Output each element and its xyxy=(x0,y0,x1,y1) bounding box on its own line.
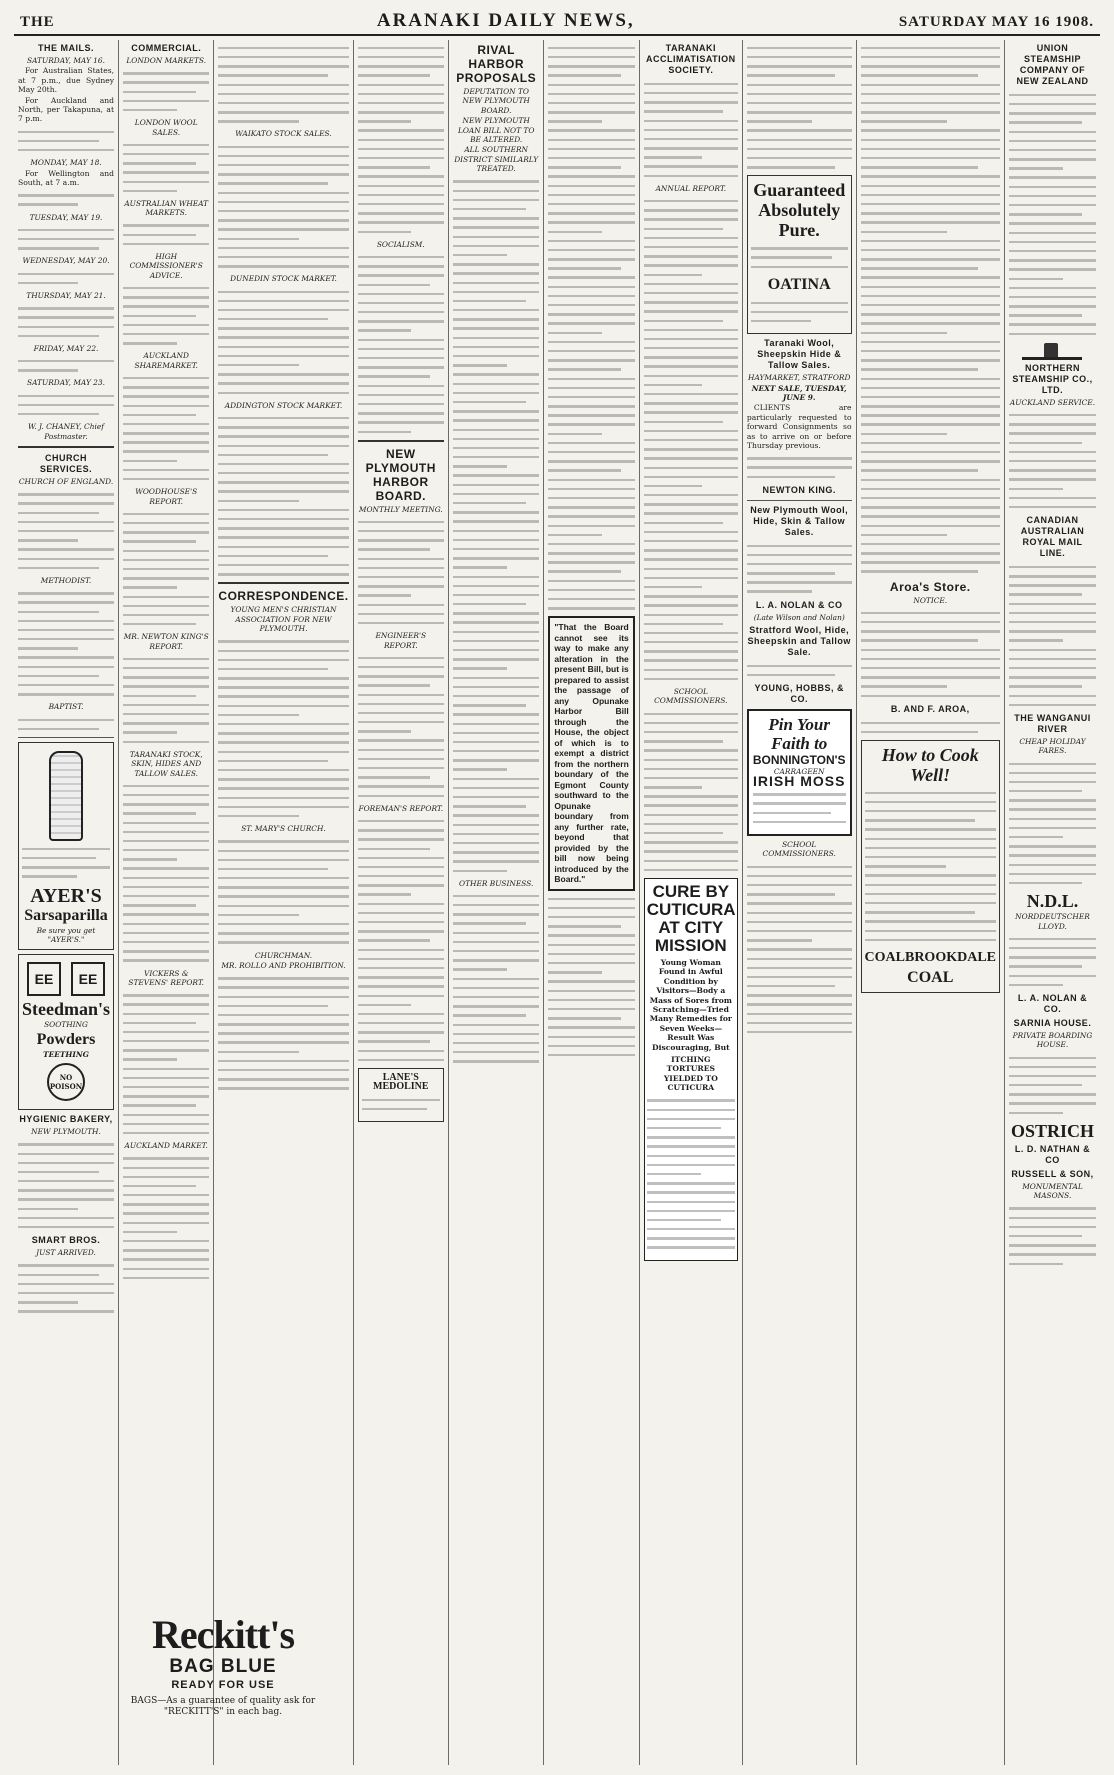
school-text xyxy=(644,713,738,872)
masthead-title-text: ARANAKI DAILY NEWS, xyxy=(376,10,635,31)
cook-text xyxy=(865,792,996,941)
mails-line-5: For Wellington and South, at 7 a.m. xyxy=(18,168,115,188)
school-heading: SCHOOL COMMISSIONERS. xyxy=(654,687,728,706)
rival-sub-3: ALL SOUTHERN DISTRICT SIMILARLY TREATED. xyxy=(454,145,539,174)
column-7 xyxy=(640,40,743,1765)
bf-text xyxy=(861,722,1000,734)
vickers-text xyxy=(123,994,209,1134)
column-6 xyxy=(544,40,639,1765)
guaranteed-title: Guaranteed Absolutely Pure. xyxy=(753,180,846,241)
b-and-f: B. AND F. AROA, xyxy=(890,703,970,714)
opening: MR. ROLLO AND PROHIBITION. xyxy=(221,960,346,970)
hide-mart: New Plymouth Wool, Hide, Skin & Tallow Sales. xyxy=(750,504,849,537)
canadian: CANADIAN AUSTRALIAN ROYAL MAIL LINE. xyxy=(1020,515,1085,559)
mails-line-8: THURSDAY, MAY 21. xyxy=(26,290,106,300)
ndl-text xyxy=(1009,938,1096,986)
sarnia-house: SARNIA HOUSE. xyxy=(1013,1017,1092,1028)
mails-text-5 xyxy=(18,307,114,337)
no-poison-seal-icon: NO POISON xyxy=(47,1063,85,1101)
woodhouse: WOODHOUSE'S REPORT. xyxy=(135,487,198,506)
dunedin-text xyxy=(218,291,348,394)
methodist-text xyxy=(18,592,114,695)
bonningtons-ad xyxy=(747,709,852,836)
northern-text xyxy=(1009,414,1096,508)
mails-text-7 xyxy=(18,395,114,416)
smart-bros: SMART BROS. xyxy=(31,1235,101,1246)
nolan-co: L. A. NOLAN & CO. xyxy=(1017,992,1088,1014)
pin-title: Pin Your Faith to xyxy=(768,715,830,754)
ee-logos xyxy=(22,962,110,996)
auckland-market: AUCKLAND MARKET. xyxy=(124,1141,208,1151)
sarnia-sub: PRIVATE BOARDING HOUSE. xyxy=(1012,1030,1093,1050)
nolan: L. A. NOLAN & CO xyxy=(755,599,843,610)
divider xyxy=(18,737,114,738)
mails-line-10: SATURDAY, MAY 23. xyxy=(27,378,105,388)
ayers-product: Sarsaparilla xyxy=(24,906,108,924)
itching-heading: ITCHING TORTURES YIELDED TO CUTICURA xyxy=(663,1055,718,1093)
london-markets: LONDON MARKETS. xyxy=(126,56,207,65)
monumental: MONUMENTAL MASONS. xyxy=(1022,1181,1083,1201)
wanganui: THE WANGANUI RIVER xyxy=(1014,712,1091,734)
school-comm: SCHOOL COMMISSIONERS. xyxy=(762,840,836,859)
teething-label: TEETHING xyxy=(43,1049,89,1059)
taranaki-stock: TARANAKI STOCK, SKIN, HIDES AND TALLOW SALES. xyxy=(129,749,203,778)
opening-text xyxy=(218,977,348,1090)
share-text xyxy=(123,377,209,480)
am-text xyxy=(123,1157,209,1279)
engineer-text xyxy=(358,657,444,797)
notice-heading: NOTICE. xyxy=(913,595,948,605)
socialism-text xyxy=(358,256,444,433)
harbor-heading: NEW PLYMOUTH HARBOR BOARD. xyxy=(365,446,436,503)
mails-text-4 xyxy=(18,273,114,285)
waikato: WAIKATO STOCK SALES. xyxy=(235,129,332,139)
correspondence-heading: CORRESPONDENCE. xyxy=(218,589,349,604)
lanes-ad xyxy=(358,1068,444,1122)
aus-markets: AUSTRALIAN WHEAT MARKETS. xyxy=(124,198,209,218)
mails-text xyxy=(18,131,114,152)
pin-brand: BONNINGTON'S xyxy=(752,753,846,768)
divider xyxy=(18,446,114,448)
steedman-soothing: SOOTHING xyxy=(44,1020,88,1030)
steedman-ad xyxy=(18,954,114,1110)
rival-text xyxy=(453,180,539,871)
reckitt-brand: Reckitt's xyxy=(151,1612,295,1657)
dunedin: DUNEDIN STOCK MARKET. xyxy=(230,274,337,284)
lanes-text xyxy=(362,1099,440,1111)
reckitts-ad xyxy=(128,1614,318,1718)
socialism: SOCIALISM. xyxy=(376,239,425,249)
union-heading: UNION STEAMSHIP COMPANY OF NEW ZEALAND xyxy=(1016,43,1089,86)
ts-text xyxy=(123,785,209,962)
mails-line-2: For Australian States, at 7 p.m., due Sydney May 20th. xyxy=(18,66,115,95)
reckitt-tag: READY FOR USE xyxy=(171,1679,275,1691)
col9-top-text xyxy=(861,47,1000,573)
mails-line-7: WEDNESDAY, MAY 20. xyxy=(22,256,110,266)
baptist-heading: BAPTIST. xyxy=(48,702,84,712)
steedman-product: Powders xyxy=(36,1030,96,1048)
column-5 xyxy=(449,40,544,1765)
divider xyxy=(747,500,852,501)
oatina-text xyxy=(751,247,848,268)
ymca-text xyxy=(218,640,348,817)
hygienic-text xyxy=(18,1143,114,1228)
other-business: OTHER BUSINESS. xyxy=(459,878,534,888)
russell: RUSSELL & SON, xyxy=(1011,1168,1094,1179)
union-text xyxy=(1009,94,1096,335)
steedman-brand: Steedman's xyxy=(22,999,111,1020)
churchman: CHURCHMAN. xyxy=(254,950,313,960)
haymarket: HAYMARKET, STRATFORD xyxy=(748,373,851,383)
st-marys-text xyxy=(218,840,348,943)
coalbrookdale: COALBROOKDALE xyxy=(864,949,996,965)
st-marys: ST. MARY'S CHURCH. xyxy=(241,824,326,834)
just-arrived: JUST ARRIVED. xyxy=(36,1248,96,1258)
foreman-text xyxy=(358,820,444,1061)
hide-text xyxy=(747,545,852,593)
ayers-brand: AYER'S xyxy=(30,884,102,907)
wool-text xyxy=(123,144,209,192)
mails-heading: THE MAILS. xyxy=(38,43,94,53)
newton-king: NEWTON KING. xyxy=(762,484,836,495)
ayers-text xyxy=(22,848,110,878)
church-heading: CHURCH SERVICES. xyxy=(39,453,93,475)
methodist-heading: METHODIST. xyxy=(40,575,92,585)
nimon: MR. NEWTON KING'S REPORT. xyxy=(123,632,209,651)
mails-line-6: TUESDAY, MAY 19. xyxy=(29,212,103,222)
cure-text xyxy=(647,1099,735,1248)
addington-text xyxy=(218,417,348,576)
column-9 xyxy=(857,40,1005,1765)
stratford-wool: Stratford Wool, Hide, Sheepskin and Tallow Sale. xyxy=(747,625,851,658)
ndl-sub: NORDDEUTSCHER LLOYD. xyxy=(1015,912,1090,931)
coalbrookdale-ad xyxy=(861,740,1000,993)
col4-top-text xyxy=(358,47,444,233)
pin-sub: CARRAGEEN xyxy=(773,766,825,776)
pin-text xyxy=(753,793,846,823)
col6-mid-text xyxy=(548,898,634,1057)
next-sale: NEXT SALE, TUESDAY, JUNE 9. xyxy=(751,383,847,402)
steamship-icon xyxy=(1022,342,1082,360)
masthead-date: SATURDAY MAY 16 1908. xyxy=(898,14,1094,30)
mails-text-2 xyxy=(18,194,114,206)
rival-sub-2: NEW PLYMOUTH LOAN BILL NOT TO BE ALTERED. xyxy=(457,116,535,145)
rival-heading: RIVAL HARBOR PROPOSALS xyxy=(456,43,537,85)
other-text xyxy=(453,895,539,1063)
harbor-sub: MONTHLY MEETING. xyxy=(358,504,443,514)
vickers: VICKERS & STEVENS' REPORT. xyxy=(128,968,205,987)
masthead-left: THE xyxy=(20,14,55,30)
masthead-title xyxy=(319,10,635,32)
wool-sale-text xyxy=(747,457,852,478)
smart-text xyxy=(18,1264,114,1312)
ee-logo-right: EE xyxy=(71,962,105,996)
church-text xyxy=(18,493,114,569)
annual-text xyxy=(644,200,738,680)
auckland-service: AUCKLAND SERVICE. xyxy=(1009,397,1096,407)
oatina-brand: OATINA xyxy=(767,275,831,293)
column-10 xyxy=(1005,40,1100,1765)
cuticura-ad xyxy=(644,878,738,1261)
church-sub: CHURCH OF ENGLAND. xyxy=(18,477,114,487)
pin-moss: IRISH MOSS xyxy=(752,773,846,790)
ymca-heading: YOUNG MEN'S CHRISTIAN ASSOCIATION FOR NEW PLYMOUTH. xyxy=(230,605,337,634)
clients-note: CLIENTS are particularly requested to forward Consignments so as to arrive on or before Thursday previous. xyxy=(746,403,852,450)
london-wool: LONDON WOOL SALES. xyxy=(134,118,198,137)
rival-sub: DEPUTATION TO NEW PLYMOUTH BOARD. xyxy=(462,87,530,115)
harbor-text xyxy=(358,521,444,624)
sarnia-text xyxy=(1009,1057,1096,1115)
waikato-text xyxy=(218,146,348,268)
column-8 xyxy=(743,40,857,1765)
column-3 xyxy=(214,40,353,1765)
nimon-text xyxy=(123,658,209,743)
addington: ADDINGTON STOCK MARKET. xyxy=(224,400,343,410)
divider xyxy=(218,582,348,584)
ayers-ad xyxy=(18,742,114,950)
lanes-title: LANE'S MEDOLINE xyxy=(373,1072,429,1093)
commercial-heading: COMMERCIAL. xyxy=(131,43,202,53)
wanganui-text xyxy=(1009,763,1096,885)
young-hobbs: YOUNG, HOBBS, & CO. xyxy=(754,683,844,705)
column-2 xyxy=(119,40,214,1765)
canadian-text xyxy=(1009,566,1096,706)
foreman: FOREMAN'S REPORT. xyxy=(358,803,444,813)
high-commissioner: HIGH COMMISSIONER'S ADVICE. xyxy=(129,252,203,280)
cure-sub: Young Woman Found in Awful Condition by Visitors—Body a Mass of Sores from Scratching—Tried Many Remedies for Seven Weeks—Result Was Discouraging, But xyxy=(649,957,732,1052)
school-comm-text xyxy=(747,866,852,1034)
reckitt-line: BAGS—As a guarantee of quality ask for "RECKITT'S" in each bag. xyxy=(130,1696,316,1717)
hc-text xyxy=(123,287,209,345)
masthead xyxy=(14,10,1100,36)
how-to-cook: How to Cook Well! xyxy=(881,744,979,785)
russell-text xyxy=(1009,1207,1096,1265)
notice-text xyxy=(861,612,1000,697)
deputation-resolution: "That the Board cannot see its way to make any alteration in the present Bill, but is prepared to assist the passage of any Opunake Harbor Bill through the House, the object of which is to exempt a district from the northern boundary of the Egmont County southward to the Opunake boundary from any further rate, beyond that provided by the bill now being introduced by the Board." xyxy=(548,616,634,891)
annual-report: ANNUAL REPORT. xyxy=(655,183,727,193)
reckitt-product: BAG BLUE xyxy=(169,1656,277,1677)
hygienic-place: NEW PLYMOUTH. xyxy=(31,1127,101,1137)
column-4 xyxy=(354,40,449,1765)
aus-text xyxy=(123,224,209,245)
col6-top-text xyxy=(548,47,634,610)
ostrich: OSTRICH xyxy=(1010,1120,1094,1141)
london-text xyxy=(123,72,209,111)
oatina-text-2 xyxy=(751,302,848,323)
mails-text-6 xyxy=(18,360,114,372)
woodhouse-text xyxy=(123,513,209,626)
oatina-ad xyxy=(747,175,852,334)
mails-signature: W. J. CHANEY, Chief Postmaster. xyxy=(28,422,104,441)
nathan: L. D. NATHAN & CO xyxy=(1014,1143,1091,1165)
ndl: N.D.L. xyxy=(1026,891,1079,912)
nolan-sub: (Late Wilson and Nolan) xyxy=(753,612,845,622)
mails-line-4: MONDAY, MAY 18. xyxy=(30,158,102,168)
col8-top-text xyxy=(747,47,852,169)
mails-line-1: SATURDAY, MAY 16. xyxy=(27,56,105,65)
hygienic-heading: HYGIENIC BAKERY, xyxy=(19,1114,113,1125)
ee-logo-left: EE xyxy=(27,962,61,996)
mails-text-3 xyxy=(18,229,114,250)
cheap-holiday: CHEAP HOLIDAY FARES. xyxy=(1019,736,1086,756)
mails-line-9: FRIDAY, MAY 22. xyxy=(33,343,99,353)
northern-steam: NORTHERN STEAMSHIP CO., LTD. xyxy=(1012,362,1093,395)
mails-line-3: For Auckland and North, per Takapuna, at 7 p.m. xyxy=(18,95,115,124)
coal: COAL xyxy=(907,968,954,986)
cure-title: CURE BY CUTICURA AT CITY MISSION xyxy=(646,881,736,955)
acclim-heading: TARANAKI ACCLIMATISATION SOCIETY. xyxy=(646,43,736,75)
baptist-text xyxy=(18,719,114,731)
col3-top-text xyxy=(218,47,348,123)
ayers-line: Be sure you get "AYER'S." xyxy=(36,925,96,944)
acclim-text xyxy=(644,83,738,177)
stratford-text xyxy=(747,665,852,677)
divider xyxy=(358,440,444,442)
columns xyxy=(14,40,1100,1765)
column-1 xyxy=(14,40,119,1765)
engineer: ENGINEER'S REPORT. xyxy=(375,631,427,650)
taranaki-wool: Taranaki Wool, Sheepskin Hide & Tallow Sales. xyxy=(757,338,842,371)
aroas-store: Aroa's Store. xyxy=(889,579,971,594)
auckland-share: AUCKLAND SHAREMARKET. xyxy=(134,351,198,370)
bottle-icon xyxy=(49,751,83,841)
